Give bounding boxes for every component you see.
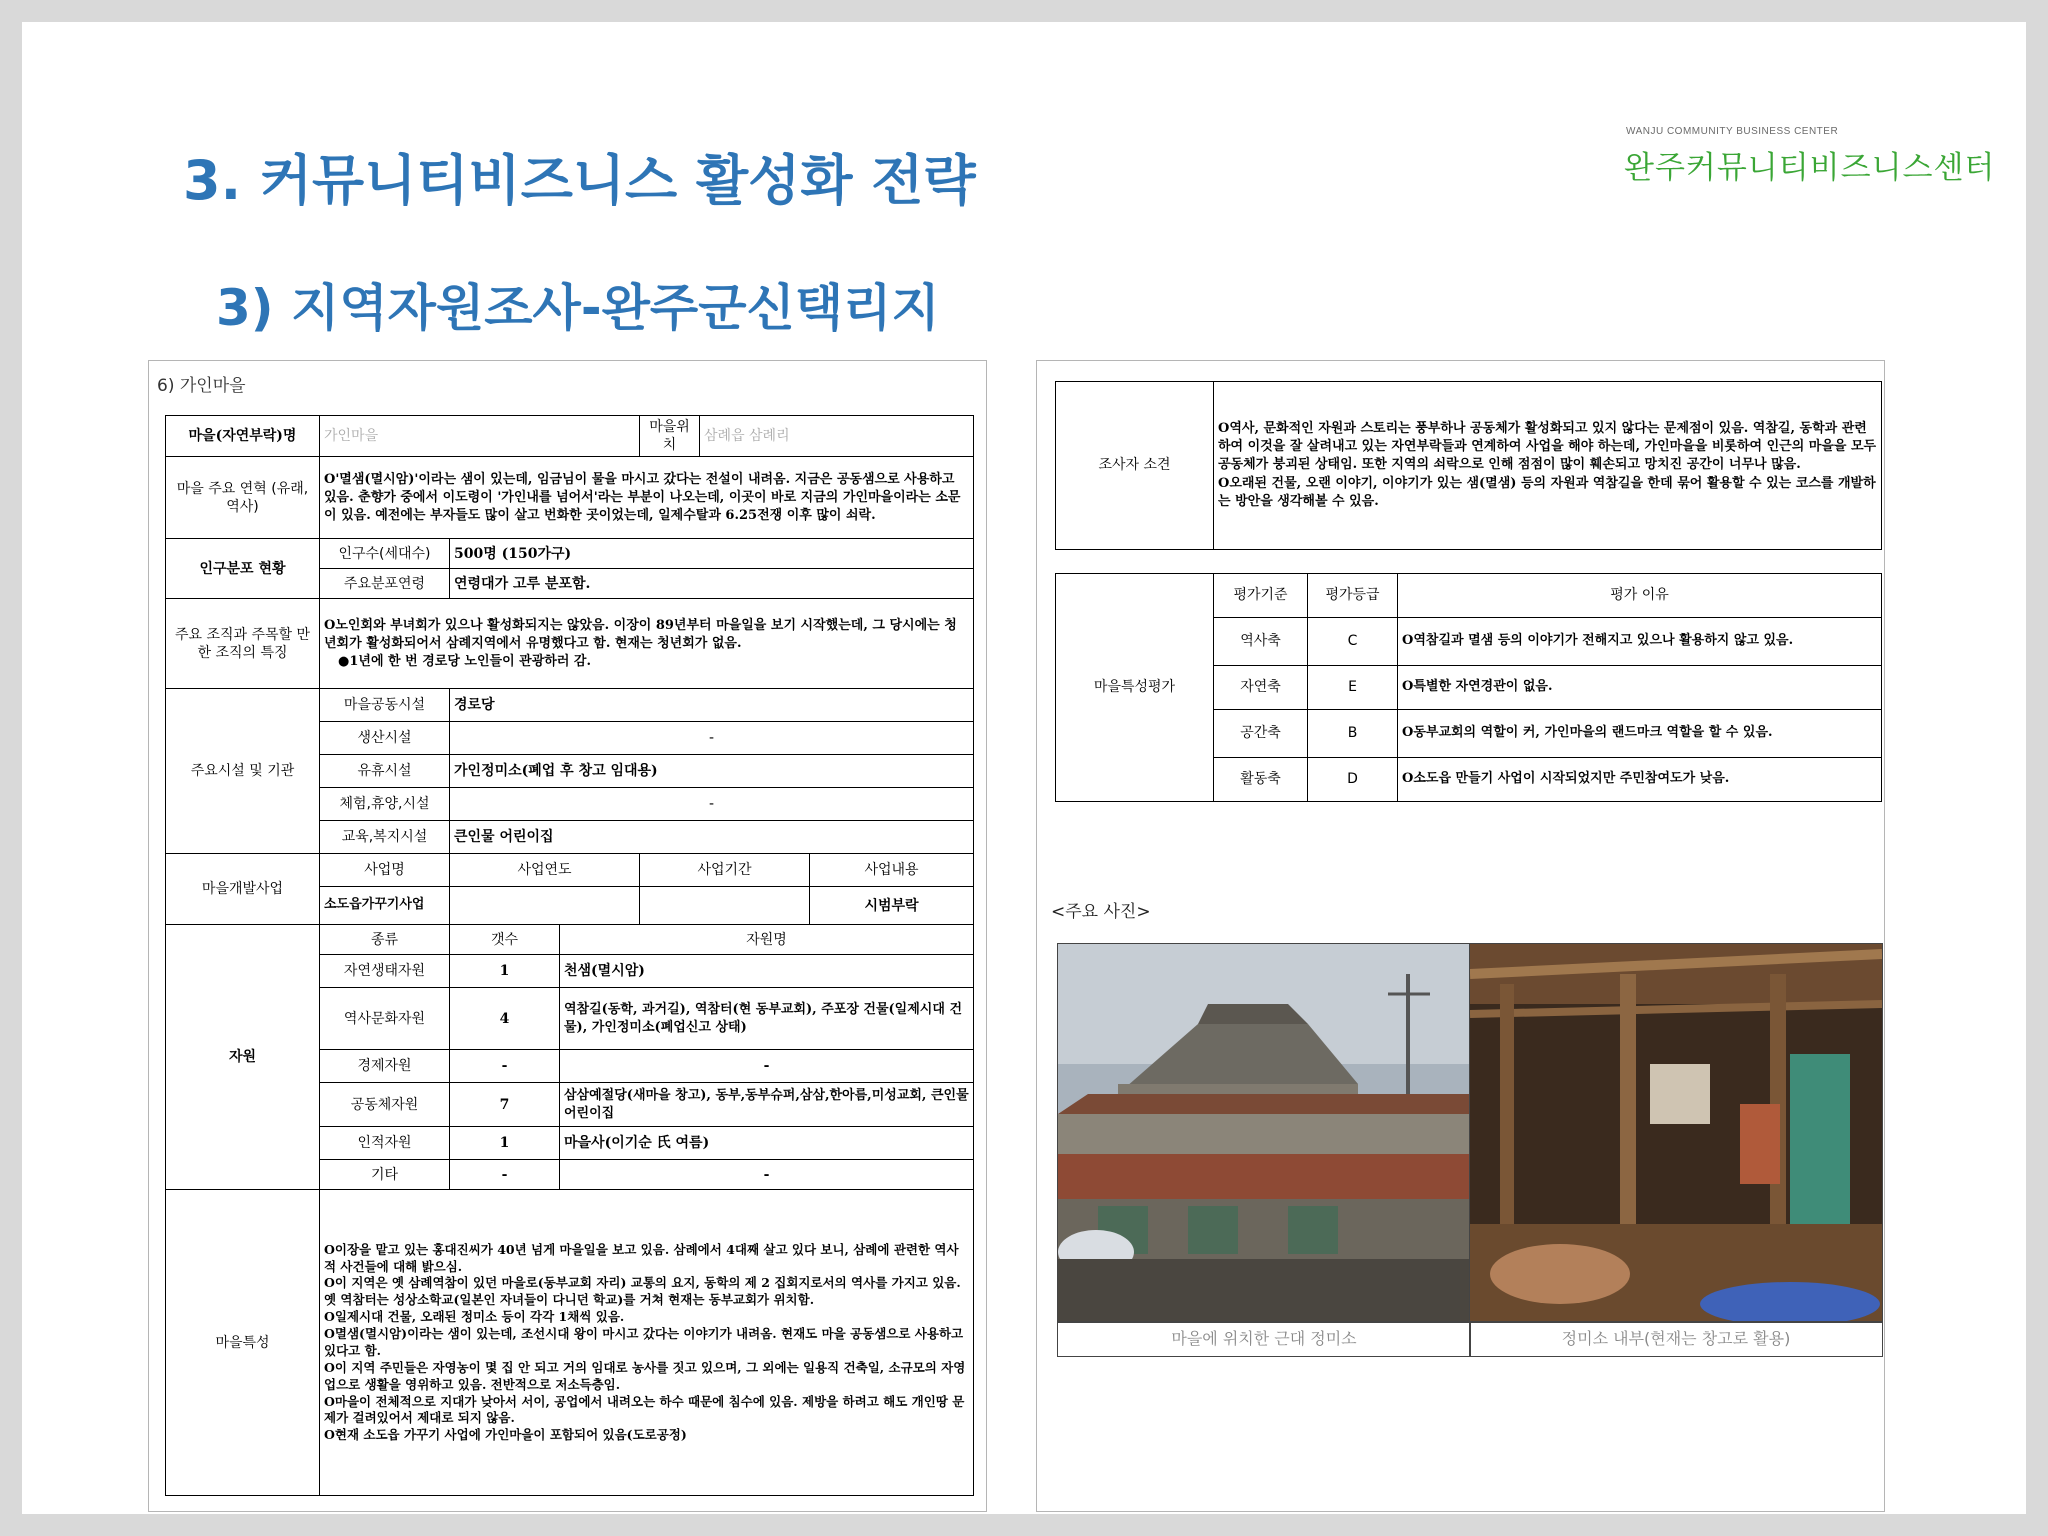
table-header: 갯수 (450, 925, 560, 955)
survey-opinion-document (1036, 360, 1885, 1512)
opinion-text (1214, 382, 1882, 550)
households-label: 인구수(세대수) (320, 539, 450, 569)
table-row (166, 1190, 974, 1496)
feature-item: O일제시대 건물, 오래된 정미소 등이 각각 1채씩 있음. (324, 1309, 625, 1325)
features-label: 마을특성 (166, 1190, 320, 1496)
facility-type: 체험,휴양,시설 (320, 788, 450, 821)
history-label: 마을 주요 연혁 (유래, 역사) (166, 457, 320, 539)
village-name-value: 가인마을 (320, 416, 640, 457)
resource-type: 인적자원 (320, 1127, 450, 1160)
table-row (166, 689, 974, 722)
feature-item: O이장을 맡고 있는 홍대진씨가 40년 넘게 마을일을 보고 있음. 삼례에서 4대째 살고 있다 보니, 삼례에 관련한 역사적 사건들에 대해 밝으심. (324, 1241, 959, 1274)
age-value: 연령대가 고루 분포함. (450, 569, 974, 599)
table-header: 사업기간 (640, 854, 810, 887)
resource-type: 자연생태자원 (320, 955, 450, 988)
eval-reason: O소도읍 만들기 사업이 시작되었지만 주민참여도가 낮음. (1398, 758, 1882, 802)
eval-grade: B (1308, 710, 1398, 758)
table-header: 평가등급 (1308, 574, 1398, 618)
eval-grade: E (1308, 666, 1398, 710)
resource-type: 공동체자원 (320, 1083, 450, 1127)
page-title: 3. 커뮤니티비즈니스 활성화 전략 (183, 149, 976, 212)
resource-name: - (560, 1050, 974, 1083)
eval-grade: C (1308, 618, 1398, 666)
organization-note: ●1년에 한 번 경로당 노인들이 관광하러 감. (338, 653, 591, 669)
resource-name: - (560, 1160, 974, 1190)
resource-name: 천샘(멸시암) (560, 955, 974, 988)
resource-count: 7 (450, 1083, 560, 1127)
resource-count: - (450, 1050, 560, 1083)
project-period (640, 887, 810, 925)
feature-item: O마을이 전체적으로 지대가 낮아서 서이, 공업에서 내려오는 하수 때문에 침수에 있음. 제방을 하려고 해도 개인땅 문제가 걸려있어서 제대로 되지 않음. (324, 1393, 965, 1426)
eval-axis: 활동축 (1214, 758, 1308, 802)
village-info-table (165, 415, 974, 1496)
organization-text (320, 599, 974, 689)
page-subtitle: 3) 지역자원조사-완주군신택리지 (216, 279, 940, 337)
table-row (166, 925, 974, 955)
population-label: 인구분포 현황 (166, 539, 320, 599)
eval-reason: O특별한 자연경관이 없음. (1398, 666, 1882, 710)
table-header: 사업내용 (810, 854, 974, 887)
organization-description: O노인회와 부녀회가 있으나 활성화되지는 않았음. 이장이 89년부터 마을일을 보기 시작했는데, 그 당시에는 청년회가 활성화되어서 삼례지역에서 유명했다고 함. 현재는 청년회가 없음. (324, 617, 957, 651)
photo-caption: 정미소 내부(현재는 창고로 활용) (1469, 1321, 1883, 1357)
feature-item: O현재 소도읍 가꾸기 사업에 가인마을이 포함되어 있음(도로공정) (324, 1427, 687, 1443)
feature-item: O멸샘(멸시암)이라는 샘이 있는데, 조선시대 왕이 마시고 갔다는 이야기가 내려옴. 현재도 마을 공동샘으로 사용하고 있다고 함. (324, 1326, 964, 1358)
facility-type: 생산시설 (320, 722, 450, 755)
facility-value: - (450, 722, 974, 755)
table-header: 평가 이유 (1398, 574, 1882, 618)
rice-mill-exterior-image (1058, 944, 1470, 1322)
project-year (450, 887, 640, 925)
opinion-label: 조사자 소견 (1056, 382, 1214, 550)
eval-axis: 역사축 (1214, 618, 1308, 666)
eval-axis: 공간축 (1214, 710, 1308, 758)
features-text (320, 1190, 974, 1496)
table-row (166, 416, 974, 457)
location-label: 마을위치 (640, 416, 700, 457)
resource-name: 역참길(동학, 과거길), 역참터(현 동부교회), 주포장 건물(일제시대 건물), 가인정미소(폐업신고 상태) (560, 988, 974, 1050)
resources-label: 자원 (166, 925, 320, 1190)
facility-value: 경로당 (450, 689, 974, 722)
rice-mill-interior-image (1470, 944, 1882, 1322)
table-row (166, 457, 974, 539)
logo-subtitle: WANJU COMMUNITY BUSINESS CENTER (1626, 126, 1839, 137)
village-survey-document (148, 360, 987, 1512)
households-value: 500명 (150가구) (450, 539, 974, 569)
rice-mill-exterior-photo (1057, 943, 1471, 1323)
table-header: 평가기준 (1214, 574, 1308, 618)
development-label: 마을개발사업 (166, 854, 320, 925)
resource-count: 1 (450, 955, 560, 988)
photos-label: <주요 사진> (1051, 902, 1151, 922)
table-row (166, 599, 974, 689)
eval-axis: 자연축 (1214, 666, 1308, 710)
table-row (1056, 382, 1882, 550)
section-title: 6) 가인마을 (157, 376, 246, 396)
resource-name: 삼삼예절당(새마을 창고), 동부,동부슈퍼,삼삼,한아름,미성교회, 큰인물어린이집 (560, 1083, 974, 1127)
eval-reason: O역참길과 멸샘 등의 이야기가 전해지고 있으나 활용하지 않고 있음. (1398, 618, 1882, 666)
resource-count: 1 (450, 1127, 560, 1160)
resource-count: - (450, 1160, 560, 1190)
table-row (1056, 574, 1882, 618)
location-value: 삼례읍 삼례리 (700, 416, 974, 457)
facility-value: - (450, 788, 974, 821)
project-content: 시범부락 (810, 887, 974, 925)
opinion-item: O오래된 건물, 오랜 이야기, 이야기가 있는 샘(멸샘) 등의 자원과 역참길을 한데 묶어 활용할 수 있는 코스를 개발하는 방안을 생각해볼 수 있음. (1218, 475, 1876, 509)
organization-label: 주요 조직과 주목할 만한 조직의 특징 (166, 599, 320, 689)
resource-type: 경제자원 (320, 1050, 450, 1083)
resource-type: 역사문화자원 (320, 988, 450, 1050)
evaluation-label: 마을특성평가 (1056, 574, 1214, 802)
rice-mill-interior-photo (1469, 943, 1883, 1323)
project-name: 소도읍가꾸기사업 (320, 887, 450, 925)
table-row (166, 539, 974, 569)
facility-type: 교육,복지시설 (320, 821, 450, 854)
facility-value: 가인정미소(폐업 후 창고 임대용) (450, 755, 974, 788)
table-header: 사업연도 (450, 854, 640, 887)
opinion-table (1055, 381, 1882, 550)
history-text: O'멸샘(멸시암)'이라는 샘이 있는데, 임금님이 물을 마시고 갔다는 전설이 내려옴. 지금은 공동샘으로 사용하고 있음. 춘향가 중에서 이도령이 '가인내를 넘어서'라는 부분이 나오는데, 이곳이 바로 지금의 가인마을이라는 소문이 있음. 예전에는 부자들도 많이 살고 번화한 곳이었는데, 일제수탈과 6.25전쟁 이후 많이 쇠락. (320, 457, 974, 539)
table-row (166, 854, 974, 887)
table-header: 종류 (320, 925, 450, 955)
resource-type: 기타 (320, 1160, 450, 1190)
facility-value: 큰인물 어린이집 (450, 821, 974, 854)
facilities-label: 주요시설 및 기관 (166, 689, 320, 854)
opinion-item: O역사, 문화적인 자원과 스토리는 풍부하나 공동체가 활성화되고 있지 않다는 문제점이 있음. 역참길, 동학과 관련하여 이것을 잘 살려내고 있는 자연부락들과 연계하여 사업을 해야 하는데, 가인마을을 비롯하여 인근의 마을을 모두 공동체가 붕괴된 상태임. 또한 지역의 쇠락으로 인해 점점이 많이 훼손되고 망치진 공간이 너무나 많음. (1218, 421, 1877, 473)
table-header: 자원명 (560, 925, 974, 955)
facility-type: 마을공동시설 (320, 689, 450, 722)
evaluation-table (1055, 573, 1882, 802)
age-label: 주요분포연령 (320, 569, 450, 599)
feature-item: O이 지역 주민들은 자영농이 몇 집 안 되고 거의 임대로 농사를 짓고 있으며, 그 외에는 일용직 건축일, 소규모의 자영업으로 생활을 영위하고 있음. 전반적으로 저소득층임. (324, 1359, 966, 1392)
feature-item: O이 지역은 옛 삼례역참이 있던 마을로(동부교회 자리) 교통의 요지, 동학의 제 2 집회지로서의 역사를 가지고 있음. 옛 역참터는 성상소학교(일본인 자녀들이 다니던 학교)를 거쳐 현재는 동부교회가 위치함. (324, 1275, 961, 1308)
eval-grade: D (1308, 758, 1398, 802)
eval-reason: O동부교회의 역할이 커, 가인마을의 랜드마크 역할을 할 수 있음. (1398, 710, 1882, 758)
resource-count: 4 (450, 988, 560, 1050)
village-name-label: 마을(자연부락)명 (166, 416, 320, 457)
resource-name: 마을사(이기순 氏 여름) (560, 1127, 974, 1160)
photo-caption: 마을에 위치한 근대 정미소 (1057, 1321, 1471, 1357)
facility-type: 유휴시설 (320, 755, 450, 788)
center-logo: 완주커뮤니티비즈니스센터 (1624, 150, 1996, 186)
table-header: 사업명 (320, 854, 450, 887)
